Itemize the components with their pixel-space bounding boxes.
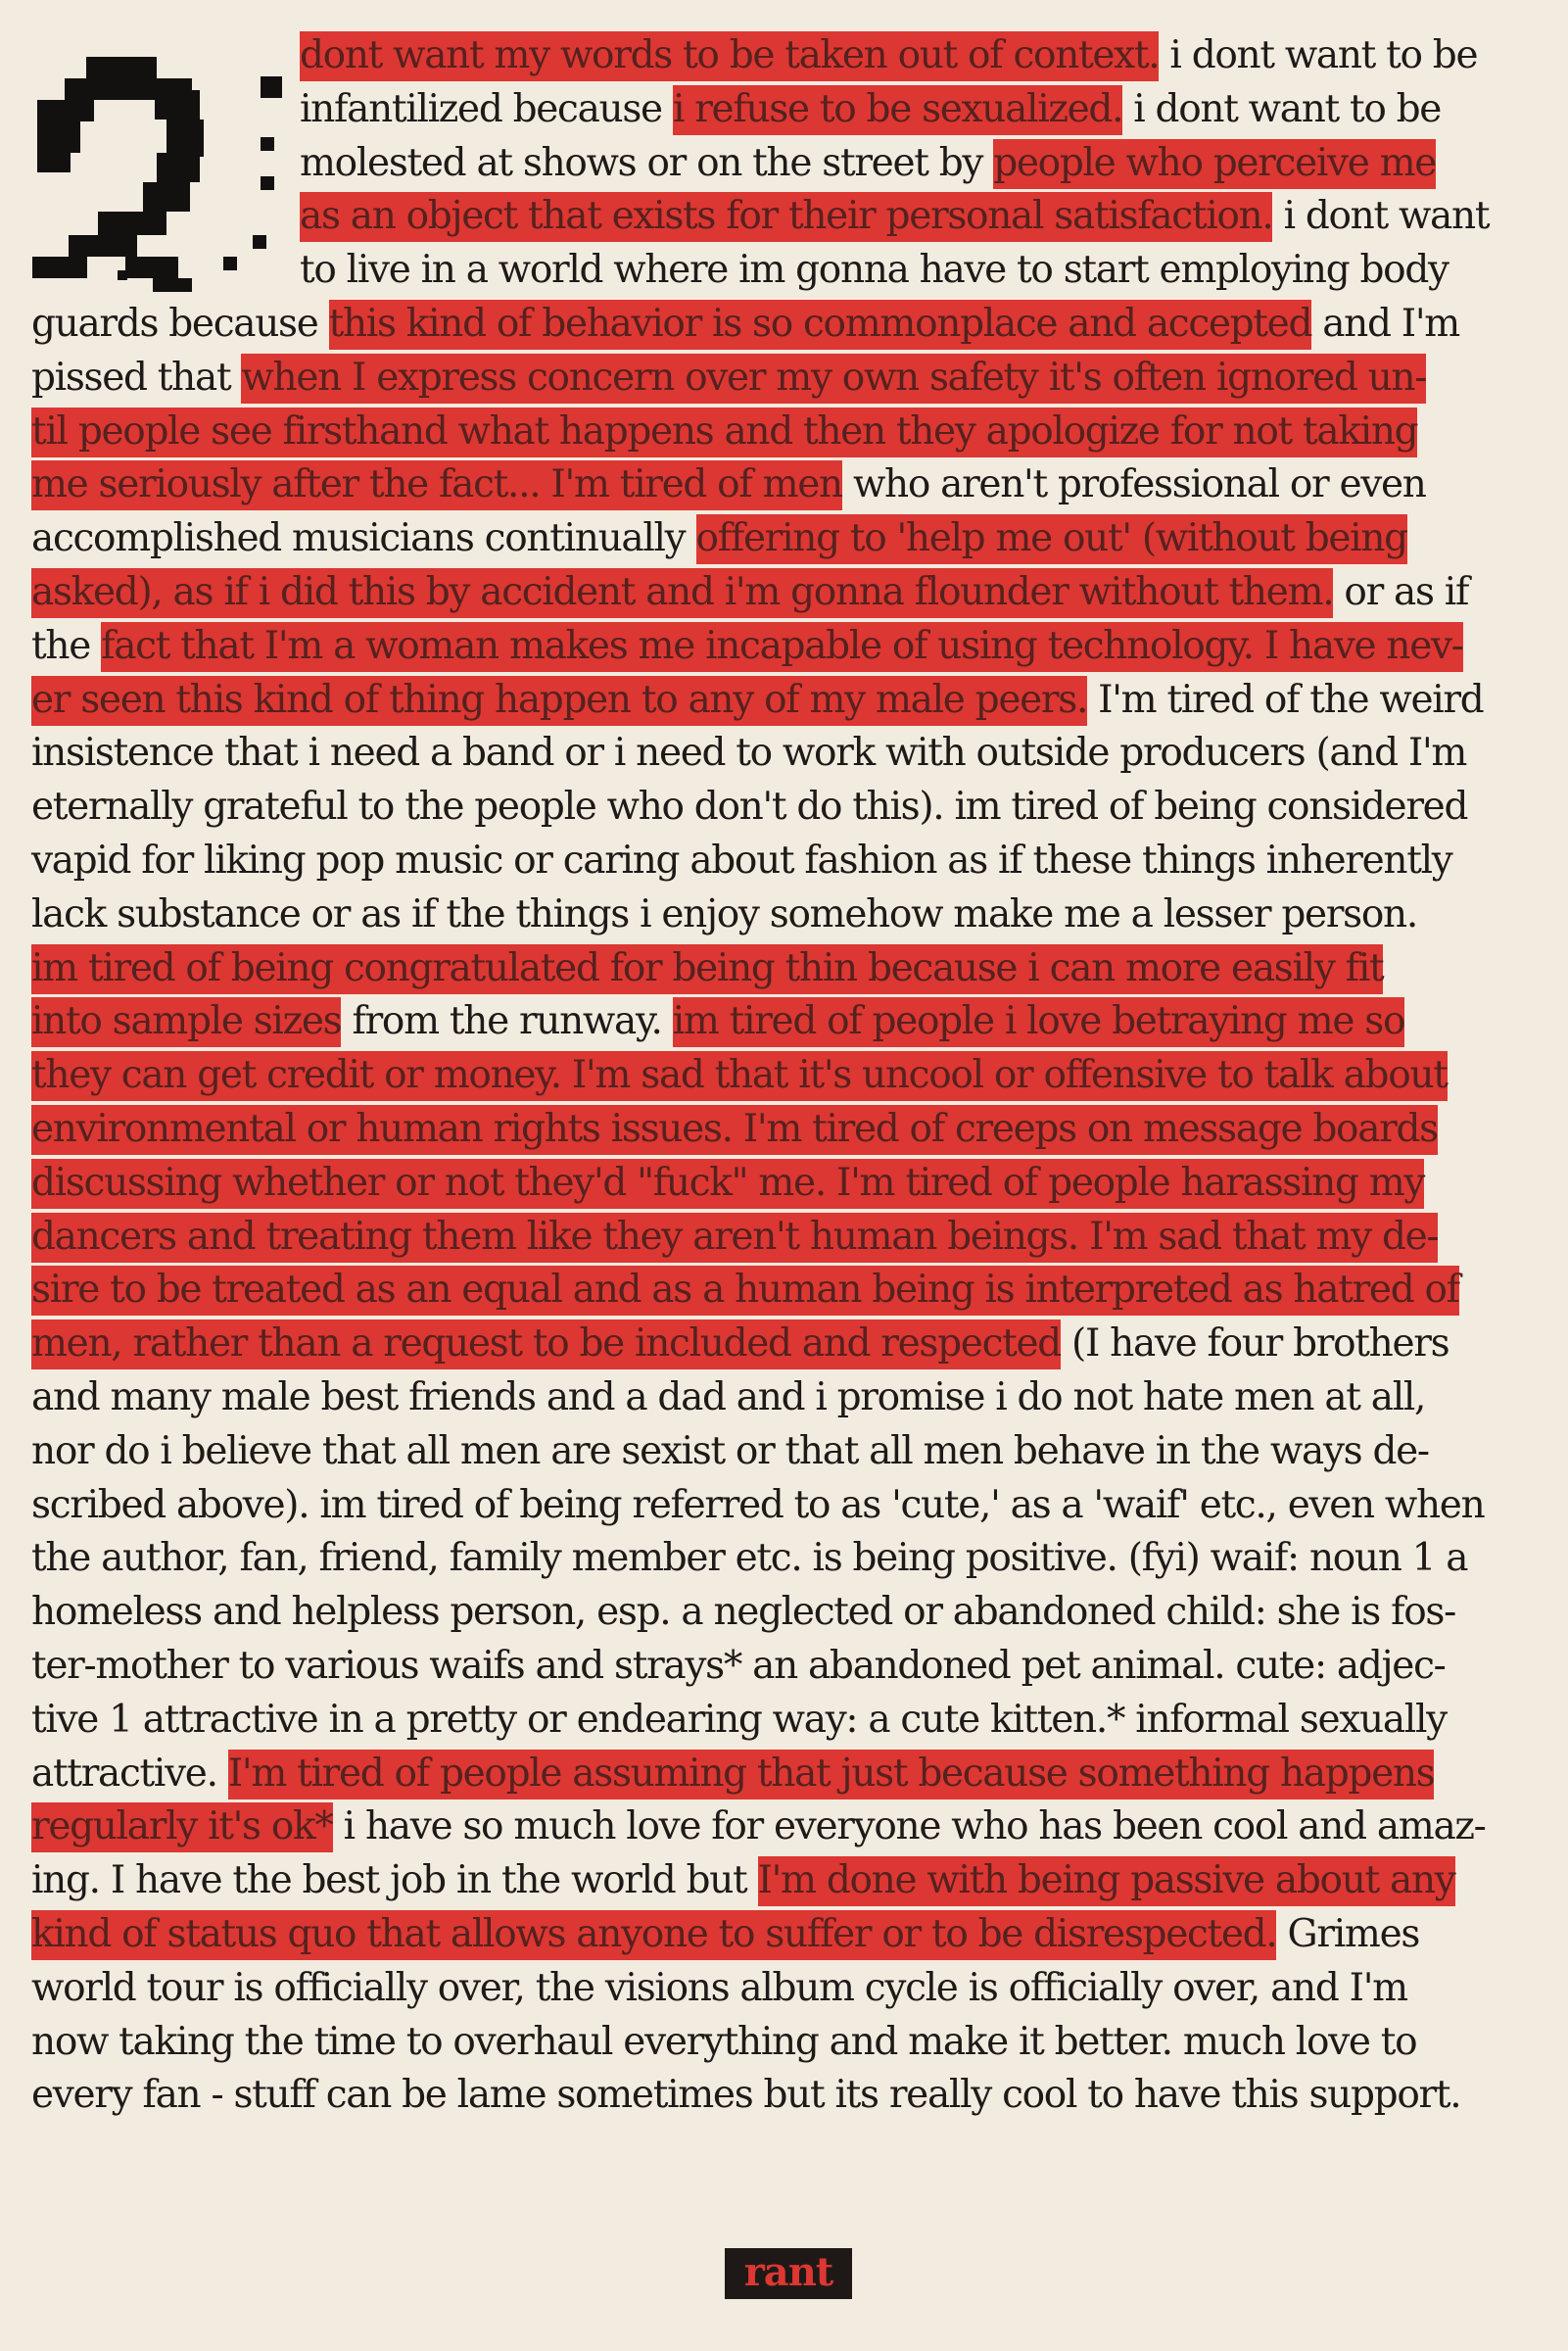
text-segment: who aren't professional or even xyxy=(841,462,1426,507)
text-segment: every fan - stuff can be lame sometimes but its really cool to have this support. xyxy=(31,2073,1461,2118)
text-segment: from the runway. xyxy=(341,999,673,1044)
text-line xyxy=(31,1049,1448,1102)
highlighted-phrase: fact that I'm a woman makes me incapable of using technology. I have nev- xyxy=(101,622,1463,672)
text-segment: accomplished musicians continually xyxy=(31,516,696,561)
text-segment: or as if xyxy=(1333,570,1469,614)
text-line xyxy=(31,1748,1434,1800)
footer-label: rant xyxy=(725,2248,852,2299)
text-segment: the xyxy=(31,623,102,668)
text-line xyxy=(31,888,1417,941)
highlighted-phrase: regularly it's ok* xyxy=(31,1802,333,1852)
text-line xyxy=(31,674,1483,727)
text-segment: ter-mother to various waifs and strays* an abandoned pet animal. cute: adjec- xyxy=(31,1644,1446,1688)
highlighted-phrase: they can get credit or money. I'm sad that it's uncool or offensive to talk about xyxy=(31,1051,1448,1101)
highlighted-phrase: i refuse to be sexualized. xyxy=(673,85,1122,135)
text-line xyxy=(31,352,1426,405)
text-segment: vapid for liking pop music or caring about fashion as if these things inherently xyxy=(31,839,1452,883)
highlighted-phrase: discussing whether or not they'd "fuck" me. I'm tired of people harassing my xyxy=(31,1159,1424,1209)
text-segment: i dont want to be xyxy=(1122,86,1442,131)
text-segment: pissed that xyxy=(31,355,242,400)
text-line xyxy=(31,1425,1429,1478)
highlighted-phrase: sire to be treated as an equal and as a human being is interpreted as hatred of xyxy=(31,1266,1459,1316)
text-segment: i dont want to be xyxy=(1159,33,1478,77)
text-segment: i have so much love for everyone who has been cool and amaz- xyxy=(332,1804,1486,1849)
text-line xyxy=(300,244,1449,297)
text-line xyxy=(31,995,1404,1048)
text-line xyxy=(31,458,1426,511)
text-segment: guards because xyxy=(31,302,329,346)
text-segment: Grimes xyxy=(1276,1912,1420,1956)
text-line xyxy=(300,190,1489,243)
text-line xyxy=(31,2016,1416,2069)
text-segment: and many male best friends and a dad and i promise i do not hate men at all, xyxy=(31,1375,1426,1419)
text-line xyxy=(31,1211,1438,1264)
text-line xyxy=(31,1318,1449,1370)
text-line xyxy=(31,1264,1459,1317)
text-segment: tive 1 attractive in a pretty or endearing way: a cute kitten.* informal sexually xyxy=(31,1697,1447,1742)
text-segment: and I'm xyxy=(1311,302,1459,346)
text-line xyxy=(31,942,1383,995)
text-line xyxy=(31,781,1467,834)
text-segment: infantilized because xyxy=(300,86,673,131)
text-line xyxy=(31,406,1417,458)
highlighted-phrase: I'm done with being passive about any xyxy=(758,1856,1455,1906)
text-segment: (I have four brothers xyxy=(1060,1321,1449,1367)
text-segment: I'm tired of the weird xyxy=(1087,677,1484,722)
text-segment: ing. I have the best job in the world but xyxy=(31,1858,758,1903)
highlighted-phrase: me seriously after the fact... I'm tired of men xyxy=(31,460,842,510)
text-line xyxy=(31,512,1407,565)
text-line xyxy=(31,1962,1407,2015)
text-line xyxy=(31,1532,1467,1585)
highlighted-phrase: I'm tired of people assuming that just because something happens xyxy=(228,1750,1435,1799)
text-segment: eternally grateful to the people who don't do this). im tired of being considered xyxy=(31,785,1468,830)
highlighted-phrase: into sample sizes xyxy=(31,997,341,1047)
text-line xyxy=(31,298,1459,351)
text-line xyxy=(31,1640,1446,1693)
text-line xyxy=(31,566,1468,619)
highlighted-phrase: asked), as if i did this by accident and i'm gonna flounder without them. xyxy=(31,568,1333,618)
text-segment: world tour is officially over, the visions album cycle is officially over, and I'm xyxy=(31,1965,1407,2010)
text-segment: scribed above). im tired of being referred to as 'cute,' as a 'waif' etc., even when xyxy=(31,1482,1485,1527)
text-line xyxy=(31,1908,1419,1961)
text-line xyxy=(300,29,1477,82)
highlighted-phrase: kind of status quo that allows anyone to suffer or to be disrespected. xyxy=(31,1910,1276,1960)
highlighted-phrase: dont want my words to be taken out of context. xyxy=(300,31,1159,81)
text-line xyxy=(300,83,1441,136)
text-line xyxy=(31,1371,1425,1424)
highlighted-phrase: as an object that exists for their personal satisfaction. xyxy=(300,192,1272,242)
highlighted-phrase: im tired of people i love betraying me so xyxy=(673,997,1404,1047)
text-segment: molested at shows or on the street by xyxy=(300,140,994,185)
text-line xyxy=(31,1479,1484,1532)
text-line xyxy=(31,727,1466,780)
highlighted-phrase: im tired of being congratulated for being thin because i can more easily fit xyxy=(31,944,1383,994)
text-line xyxy=(31,1800,1486,1853)
text-segment: attractive. xyxy=(31,1751,228,1796)
text-segment: now taking the time to overhaul everything and make it better. much love to xyxy=(31,2019,1417,2064)
highlighted-phrase: til people see firsthand what happens and then they apologize for not taking xyxy=(31,408,1417,457)
highlighted-phrase: environmental or human rights issues. I'm tired of creeps on message boards xyxy=(31,1105,1438,1155)
text-segment: to live in a world where im gonna have to start employing body xyxy=(300,248,1449,293)
highlighted-phrase: offering to 'help me out' (without being xyxy=(696,514,1407,564)
text-line xyxy=(31,1586,1455,1639)
text-segment: i dont want xyxy=(1272,194,1490,239)
text-segment: the author, fan, friend, family member etc. is being positive. (fyi) waif: noun 1 a xyxy=(31,1536,1468,1581)
highlighted-phrase: when I express concern over my own safety it's often ignored un- xyxy=(241,354,1426,404)
pixel-question-mark-icon xyxy=(27,29,287,294)
text-segment: insistence that i need a band or i need to work with outside producers (and I'm xyxy=(31,731,1467,776)
highlighted-phrase: dancers and treating them like they aren't human beings. I'm sad that my de- xyxy=(31,1213,1438,1263)
text-line xyxy=(31,620,1463,673)
text-line xyxy=(31,1694,1447,1747)
highlighted-phrase: this kind of behavior is so commonplace and accepted xyxy=(329,300,1312,350)
text-segment: lack substance or as if the things i enjoy somehow make me a lesser person. xyxy=(31,891,1417,936)
text-segment: homeless and helpless person, esp. a neglected or abandoned child: she is fos- xyxy=(31,1590,1455,1635)
text-line xyxy=(31,835,1451,888)
highlighted-phrase: er seen this kind of thing happen to any of my male peers. xyxy=(31,676,1087,726)
highlighted-phrase: people who perceive me xyxy=(993,139,1436,189)
text-line xyxy=(31,1854,1455,1907)
text-line xyxy=(31,1103,1438,1156)
text-segment: nor do i believe that all men are sexist or that all men behave in the ways de- xyxy=(31,1428,1429,1473)
text-line xyxy=(31,1157,1424,1210)
text-line xyxy=(300,137,1436,190)
text-line xyxy=(31,2069,1460,2122)
highlighted-phrase: men, rather than a request to be included and respected xyxy=(31,1319,1061,1369)
